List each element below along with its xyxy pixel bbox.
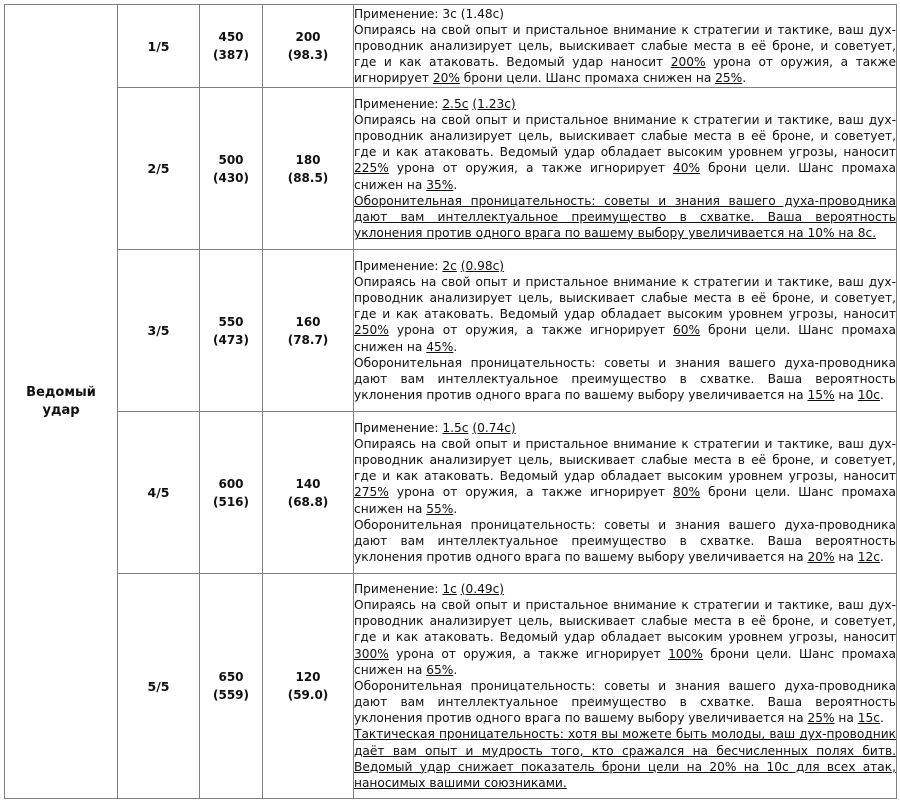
cooldown-cell [263, 574, 354, 799]
usage-line: Применение: 1.5с (0.74с) [354, 420, 516, 435]
cooldown-value: 160 [295, 314, 321, 329]
cooldown-value: 200 [295, 30, 321, 44]
dodge-duration: 15с [857, 711, 880, 726]
damage-value: 275% [354, 485, 389, 500]
cost-value: 550 [218, 314, 244, 329]
dodge-duration: 12с [857, 550, 880, 565]
cooldown-sub-value: (98.3) [287, 48, 329, 62]
cooldown-value: 120 [295, 670, 321, 684]
armor-ignore-value: 100% [668, 646, 703, 661]
usage-line: Применение: 1с (0.49с) [354, 581, 505, 596]
description-cell [354, 5, 897, 88]
armor-ignore-value: 20% [432, 71, 460, 86]
cooldown-value: 180 [295, 152, 321, 167]
miss-reduction-value: 65% [426, 662, 454, 677]
tactical-insight-text: Тактическая проницательность: хотя вы можете быть молоды, ваш дух-проводник даёт вам опыт и мудрость того, кто сражался на бесчисленных полях битв. Ведомый удар снижает показатель брони цели на 20% на 10с для всех атак, наносимых вашими союзниками. [354, 727, 896, 790]
miss-reduction-value: 45% [426, 339, 454, 354]
description-text: Опираясь на свой опыт и пристальное внимание к стратегии и тактике, ваш дух-проводник анализирует цель, выискивает слабые места в её броне, и советует, где и как атаковать. Ведомый удар наносит 200% урона от оружия, а также игнорирует 20% брони цели. Шанс промаха снижен на 25%. [354, 22, 896, 86]
cooldown-sub-value: (78.7) [287, 332, 329, 347]
cost-cell [200, 88, 263, 250]
dodge-value: 15% [807, 388, 835, 403]
usage-time: 3с [442, 6, 457, 21]
cooldown-cell [263, 412, 354, 574]
cost-sub-value: (430) [212, 170, 250, 185]
cooldown-sub-value: (88.5) [287, 170, 329, 185]
usage-line: Применение: 3с (1.48с) [354, 6, 505, 21]
cost-value: 500 [218, 152, 244, 167]
defense-insight-text: Оборонительная проницательность: советы и знания вашего духа-проводника дают вам интеллектуальное преимущество в схватке. Ваша вероятность уклонения против одного врага по вашему выбору увеличивается на 10% на 8с. [354, 193, 896, 241]
usage-time: 1с [442, 581, 457, 596]
description-cell [354, 574, 897, 799]
cost-sub-value: (473) [212, 332, 250, 347]
table-row [5, 5, 897, 88]
cost-cell [200, 412, 263, 574]
dodge-value: 20% [807, 550, 835, 565]
usage-line: Применение: 2.5с (1.23с) [354, 96, 516, 111]
cooldown-cell [263, 250, 354, 412]
cost-sub-value: (516) [212, 494, 250, 509]
damage-value: 300% [354, 646, 389, 661]
description-cell [354, 250, 897, 412]
defense-insight-text: Оборонительная проницательность: советы и знания вашего духа-проводника дают вам интеллектуальное преимущество в схватке. Ваша вероятность уклонения против одного врага по вашему выбору увеличивается на 20% на 12с. [354, 517, 896, 565]
table-row [5, 412, 897, 574]
cooldown-cell [263, 88, 354, 250]
cost-cell [200, 574, 263, 799]
defense-insight-text: Оборонительная проницательность: советы и знания вашего духа-проводника дают вам интеллектуальное преимущество в схватке. Ваша вероятность уклонения против одного врага по вашему выбору увеличивается на 15% на 10с. [354, 355, 896, 403]
damage-value: 250% [354, 323, 389, 338]
miss-reduction-value: 25% [715, 71, 743, 86]
usage-time-alt: (1.23с) [472, 96, 516, 111]
cost-cell [200, 250, 263, 412]
cost-sub-value: (559) [212, 688, 250, 702]
usage-time: 1.5с [442, 420, 469, 435]
skill-name-line1: Ведомый [26, 384, 96, 400]
dodge-value: 25% [807, 711, 835, 726]
level-cell: 3/5 [118, 250, 200, 412]
armor-ignore-value: 80% [673, 485, 701, 500]
damage-value: 200% [670, 55, 706, 70]
usage-line: Применение: 2с (0.98с) [354, 258, 505, 273]
usage-time-alt: (1.48с) [460, 6, 505, 21]
miss-reduction-value: 35% [426, 177, 454, 192]
cost-value: 650 [218, 670, 244, 684]
miss-reduction-value: 55% [426, 501, 454, 516]
dodge-duration: 10с [857, 388, 880, 403]
usage-time-alt: (0.49с) [460, 581, 505, 596]
description-cell [354, 88, 897, 250]
level-cell: 1/5 [118, 5, 200, 88]
cooldown-value: 140 [295, 476, 321, 491]
usage-time-alt: (0.98с) [460, 258, 505, 273]
armor-ignore-value: 40% [673, 161, 701, 176]
damage-value: 225% [354, 161, 389, 176]
cost-sub-value: (387) [212, 48, 250, 62]
cooldown-sub-value: (68.8) [287, 494, 329, 509]
usage-time-alt: (0.74с) [472, 420, 516, 435]
table-row [5, 574, 897, 799]
skill-table [4, 4, 897, 799]
armor-ignore-value: 60% [673, 323, 701, 338]
cost-cell [200, 5, 263, 88]
description-text: Опираясь на свой опыт и пристальное внимание к стратегии и тактике, ваш дух-проводник анализирует цель, выискивает слабые места в её броне, и советует, где и как атаковать. Ведомый удар обладает высоким уровнем угрозы, наносит 300% урона от оружия, а также игнорирует 100% брони цели. Шанс промаха снижен на 65%. [354, 598, 896, 677]
usage-time: 2.5с [442, 96, 469, 111]
table-row [5, 88, 897, 250]
description-text: Опираясь на свой опыт и пристальное внимание к стратегии и тактике, ваш дух-проводник анализирует цель, выискивает слабые места в её броне, и советует, где и как атаковать. Ведомый удар обладает высоким уровнем угрозы, наносит 250% урона от оружия, а также игнорирует 60% брони цели. Шанс промаха снижен на 45%. [354, 274, 897, 354]
level-cell: 2/5 [118, 88, 200, 250]
level-cell: 5/5 [118, 574, 200, 799]
cost-value: 600 [218, 476, 244, 491]
skill-name-cell [5, 5, 118, 799]
cooldown-sub-value: (59.0) [287, 688, 329, 702]
skill-name-line2: удар [42, 402, 80, 418]
cooldown-cell [263, 5, 354, 88]
description-cell [354, 412, 897, 574]
usage-time: 2с [442, 258, 457, 273]
level-cell: 4/5 [118, 412, 200, 574]
table-row [5, 250, 897, 412]
description-text: Опираясь на свой опыт и пристальное внимание к стратегии и тактике, ваш дух-проводник анализирует цель, выискивает слабые места в её броне, и советует, где и как атаковать. Ведомый удар обладает высоким уровнем угрозы, наносит 225% урона от оружия, а также игнорирует 40% брони цели. Шанс промаха снижен на 35%. [354, 112, 897, 192]
description-text: Опираясь на свой опыт и пристальное внимание к стратегии и тактике, ваш дух-проводник анализирует цель, выискивает слабые места в её броне, и советует, где и как атаковать. Ведомый удар обладает высоким уровнем угрозы, наносит 275% урона от оружия, а также игнорирует 80% брони цели. Шанс промаха снижен на 55%. [354, 436, 897, 516]
cost-value: 450 [218, 30, 244, 44]
defense-insight-text: Оборонительная проницательность: советы и знания вашего духа-проводника дают вам интеллектуальное преимущество в схватке. Ваша вероятность уклонения против одного врага по вашему выбору увеличивается на 25% на 15с. [354, 678, 896, 726]
